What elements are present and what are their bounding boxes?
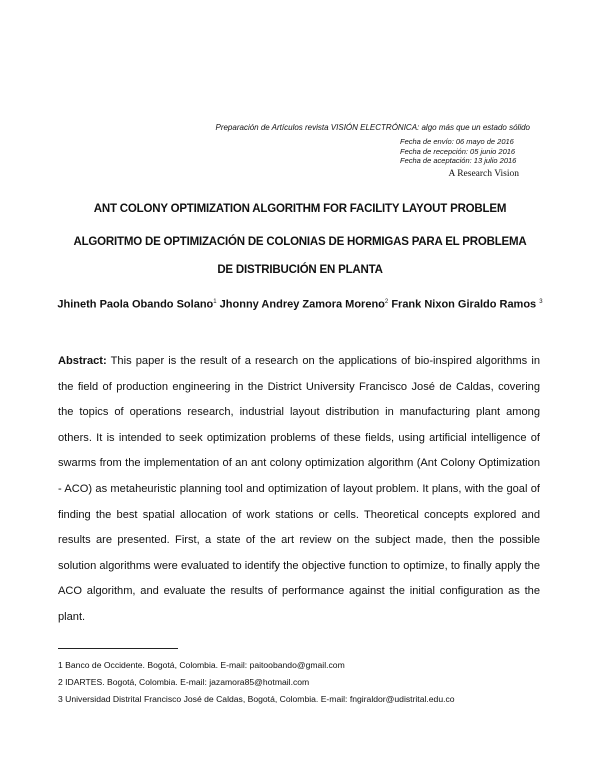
article-type: A Research Vision <box>448 169 519 179</box>
journal-header: Preparación de Artículos revista VISIÓN ELECTRÓNICA: algo más que un estado sólido <box>215 123 530 132</box>
footnote-separator <box>58 648 178 649</box>
abstract-label: Abstract: <box>58 355 107 367</box>
author-affiliation-mark: 3 <box>539 299 543 305</box>
footnote-3: 3 Universidad Distrital Francisco José de Caldas, Bogotá, Colombia. E-mail: fngiraldor@udistrital.edu.co <box>58 694 455 704</box>
date-received: Fecha de recepción: 05 junio 2016 <box>400 146 516 156</box>
footnote-1: 1 Banco de Occidente. Bogotá, Colombia. E-mail: paitoobando@gmail.com <box>58 660 345 670</box>
title-spanish-line2: DE DISTRIBUCIÓN EN PLANTA <box>217 264 383 276</box>
date-sent: Fecha de envío: 06 mayo de 2016 <box>400 137 514 146</box>
footnote-2: 2 IDARTES. Bogotá, Colombia. E-mail: jazamora85@hotmail.com <box>58 677 310 687</box>
title-english: ANT COLONY OPTIMIZATION ALGORITHM FOR FACILITY LAYOUT PROBLEM <box>93 203 507 215</box>
abstract <box>58 349 540 631</box>
author-name: Jhonny Andrey Zamora Moreno <box>219 298 385 311</box>
abstract-text: This paper is the result of a research on the applications of bio-inspired algorithms in the field of production engineering in the District University Francisco José de Caldas, covering the topics of operations research, industrial layout distribution in manufacturing plant among others. It is intended to seek optimization problems of these fields, using artificial intelligence of swarms from the implementation of an ant colony optimization algorithm (Ant Colony Optimization - ACO) as metaheuristic planning tool and optimization of layout problem. It plans, with the goal of finding the best spatial allocation of work stations or cells. Theoretical concepts explored and results are presented. First, a state of the art review on the subject made, then the possible solution algorithms were evaluated to identify the objective function to optimize, to finally apply the ACO algorithm, and evaluate the results of performance against the initial configuration as the plant. <box>58 355 540 623</box>
date-accepted: Fecha de aceptación: 13 julio 2016 <box>400 156 517 165</box>
title-spanish-line1: ALGORITMO DE OPTIMIZACIÓN DE COLONIAS DE HORMIGAS PARA EL PROBLEMA <box>73 236 527 248</box>
author-name: Jhineth Paola Obando Solano <box>57 298 214 311</box>
author-affiliation-mark: 1 <box>213 299 217 305</box>
author-name: Frank Nixon Giraldo Ramos <box>391 298 537 311</box>
author-list <box>50 295 550 313</box>
submission-dates <box>400 137 540 166</box>
author-affiliation-mark: 2 <box>384 299 389 305</box>
